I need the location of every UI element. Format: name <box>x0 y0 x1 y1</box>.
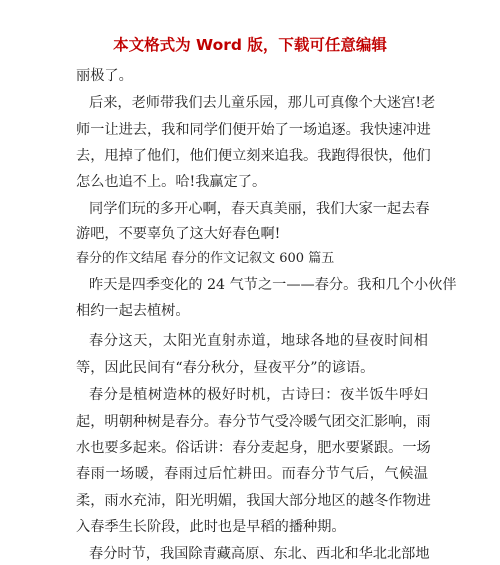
text-line: 游吧，不要辜负了这大好春色啊! <box>76 226 281 242</box>
download-banner: 本文格式为 Word 版，下载可任意编辑 <box>113 36 387 54</box>
text-line: 入春季生长阶段，此时也是早稻的播种期。 <box>76 519 346 535</box>
text-line: 怎么也追不上。哈!我赢定了。 <box>76 174 267 190</box>
text-line: 春雨一场暖，春雨过后忙耕田。而春分节气后，气候温 <box>76 466 428 482</box>
text-line: 柔，雨水充沛，阳光明媚，我国大部分地区的越冬作物进 <box>76 493 431 509</box>
text-line: 水也要多起来。俗话讲：春分麦起身，肥水要紧跟。一场 <box>76 440 431 456</box>
text-line: 师一让进去，我和同学们便开始了一场追逐。我快速冲进 <box>76 122 431 138</box>
text-line: 起，明朝种树是春分。春分节气受冷暖气团交汇影响，雨 <box>76 414 431 430</box>
text-line: 相约一起去植树。 <box>76 303 190 319</box>
text-line: 昨天是四季变化的 24 气节之一——春分。我和几个小伙伴 <box>89 277 457 293</box>
text-line: 春分时节，我国除青藏高原、东北、西北和华北北部地 <box>89 546 430 562</box>
text-line: 同学们玩的多开心啊，春天真美丽，我们大家一起去春 <box>89 201 430 217</box>
text-line: 春分是植树造林的极好时机，古诗曰：夜半饭牛呼妇 <box>89 387 428 403</box>
text-line: 等，因此民间有“春分秋分，昼夜平分”的谚语。 <box>76 360 375 376</box>
text-line: 去，甩掉了他们，他们便立刻来追我。我跑得很快，他们 <box>76 148 431 164</box>
section-heading: 春分的作文结尾 春分的作文记叙文 600 篇五 <box>76 251 335 266</box>
text-line: 后来，老师带我们去儿童乐园，那儿可真像个大迷宫!老 <box>89 95 436 111</box>
text-line: 丽极了。 <box>76 68 133 84</box>
text-line: 春分这天，太阳光直射赤道，地球各地的昼夜时间相 <box>89 333 428 349</box>
